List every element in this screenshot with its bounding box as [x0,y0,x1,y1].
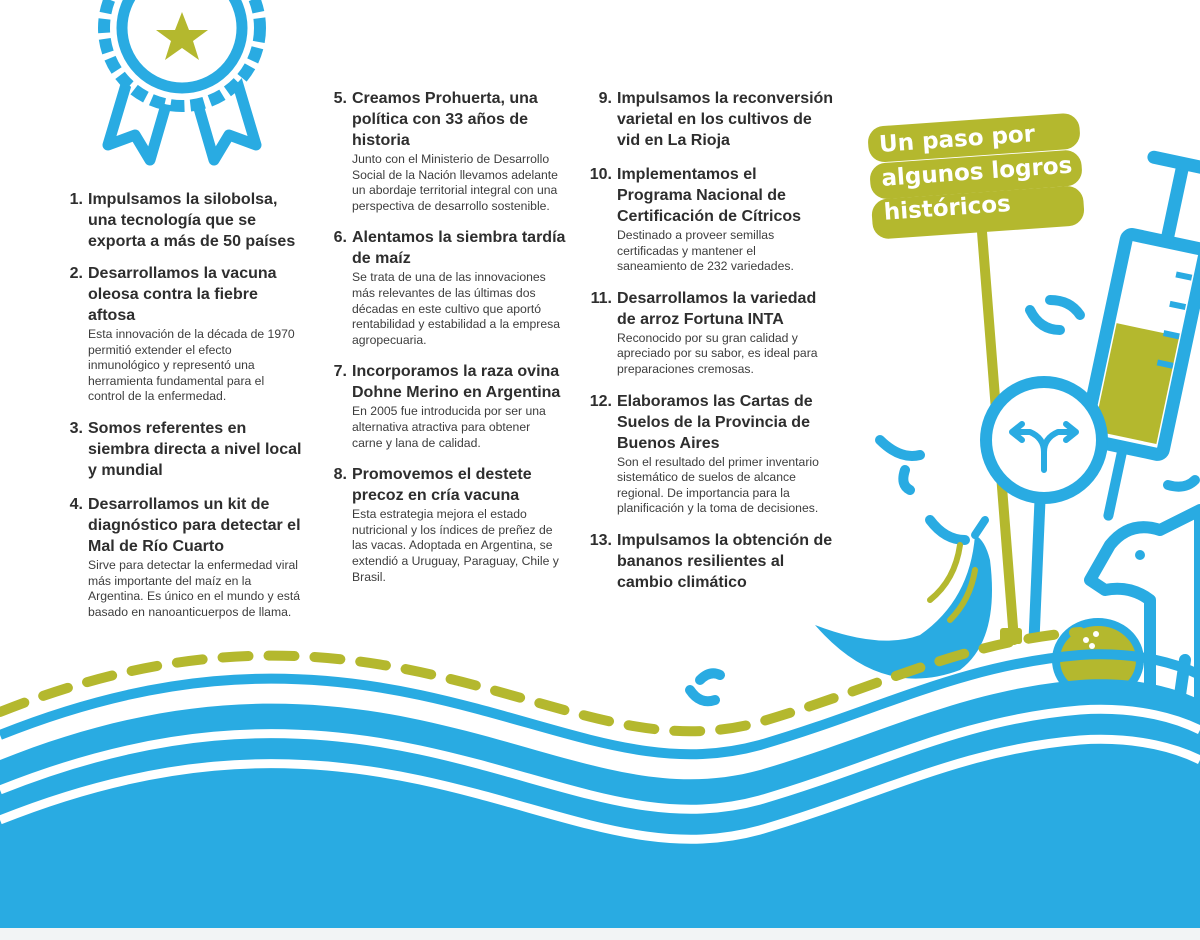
achievement-description: Reconocido por su gran calidad y apreciado por su sabor, es ideal para preparaciones cremosas. [617,330,818,376]
achievement-item [584,88,846,151]
achievement-description: Destinado a proveer semillas certificadas y mantener el saneamiento de 232 variedades. [617,228,794,274]
achievement-title: Somos referentes en siembra directa a nivel local y mundial [88,419,302,479]
achievement-number: 5. [333,90,347,107]
achievement-item [584,530,846,593]
achievement-item [328,227,580,348]
achievement-number: 10. [589,166,612,183]
achievements-column-3 [584,88,846,593]
achievement-number: 9. [598,90,612,107]
achievement-number: 13. [589,531,612,549]
achievement-item [328,361,580,451]
sign-title: Un paso por algunos logros históricos [878,121,1074,226]
achievement-description: Esta innovación de la década de 1970 permitió extender el efecto inmunológico y representó una herramienta fundamental para el control de la enfermedad. [88,327,295,404]
achievement-number: 2. [69,265,83,282]
achievements-column-1 [62,189,324,620]
achievement-description: Esta estrategia mejora el estado nutricional y los índices de preñez de las vacas. Adoptada en Argentina, se extendió a Uruguay, Paraguay, Chile y Brasil. [352,507,559,584]
achievement-item [584,164,846,275]
achievement-description: Sirve para detectar la enfermedad viral más importante del maíz en la Argentina. Es único en el mundo y está basado en nanoanticuerpos de llama. [88,557,301,619]
achievement-title: Creamos Prohuerta, una política con 33 años de historia [352,90,538,149]
achievements-column-2 [328,88,580,585]
achievement-number: 3. [69,419,83,437]
achievement-title: Alentamos la siembra tardía de maíz [352,229,566,268]
achievement-number: 1. [69,191,83,208]
achievement-title: Desarrollamos la variedad de arroz Fortuna INTA [617,289,817,328]
achievement-description: Se trata de una de las innovaciones más relevantes de las últimas dos décadas en este cultivo que aportó rentabilidad y estabilidad a la empresa agropecuaria. [352,270,560,347]
achievement-item [328,88,580,214]
achievement-description: Son el resultado del primer inventario sistemático de suelos de alcance regional. De importancia para la planificación y la toma de decisiones. [617,454,819,516]
achievement-title: Impulsamos la reconversión varietal en los cultivos de vid en La Rioja [617,90,834,149]
achievement-item [62,494,324,620]
achievement-title: Desarrollamos un kit de diagnóstico para detectar el Mal de Río Cuarto [88,495,301,555]
achievement-number: 12. [589,392,612,410]
achievement-title: Incorporamos la raza ovina Dohne Merino en Argentina [352,363,561,402]
achievement-number: 4. [69,495,83,513]
achievement-title: Impulsamos la obtención de bananos resilientes al cambio climático [617,531,833,591]
achievement-item [62,263,324,405]
achievement-title: Elaboramos las Cartas de Suelos de la Provincia de Buenos Aires [617,392,813,452]
wave-background [0,632,1200,940]
achievement-item [62,189,324,252]
achievement-item [584,288,846,378]
achievement-description: En 2005 fue introducida por ser una alternativa atractiva para obtener carne y lana de calidad. [352,404,546,450]
achievement-title: Promovemos el destete precoz en cría vacuna [352,466,532,505]
achievement-number: 8. [333,466,347,484]
achievement-number: 11. [590,289,612,307]
achievement-item [62,418,324,481]
achievement-number: 7. [333,363,347,381]
achievement-number: 6. [333,229,347,247]
bottom-strip [0,928,1200,940]
achievement-item [328,464,580,585]
achievement-title: Desarrollamos la vacuna oleosa contra la fiebre aftosa [88,265,277,324]
achievement-title: Implementamos el Programa Nacional de Certificación de Cítricos [617,166,802,225]
achievement-item [584,391,846,517]
achievement-description: Junto con el Ministerio de Desarrollo Social de la Nación llevamos adelante un abordaje territorial integral con una perspectiva de desarrollo sostenible. [352,152,558,213]
award-ribbon-icon [104,0,260,160]
achievement-title: Impulsamos la silobolsa, una tecnología que se exporta a más de 50 países [88,191,296,250]
